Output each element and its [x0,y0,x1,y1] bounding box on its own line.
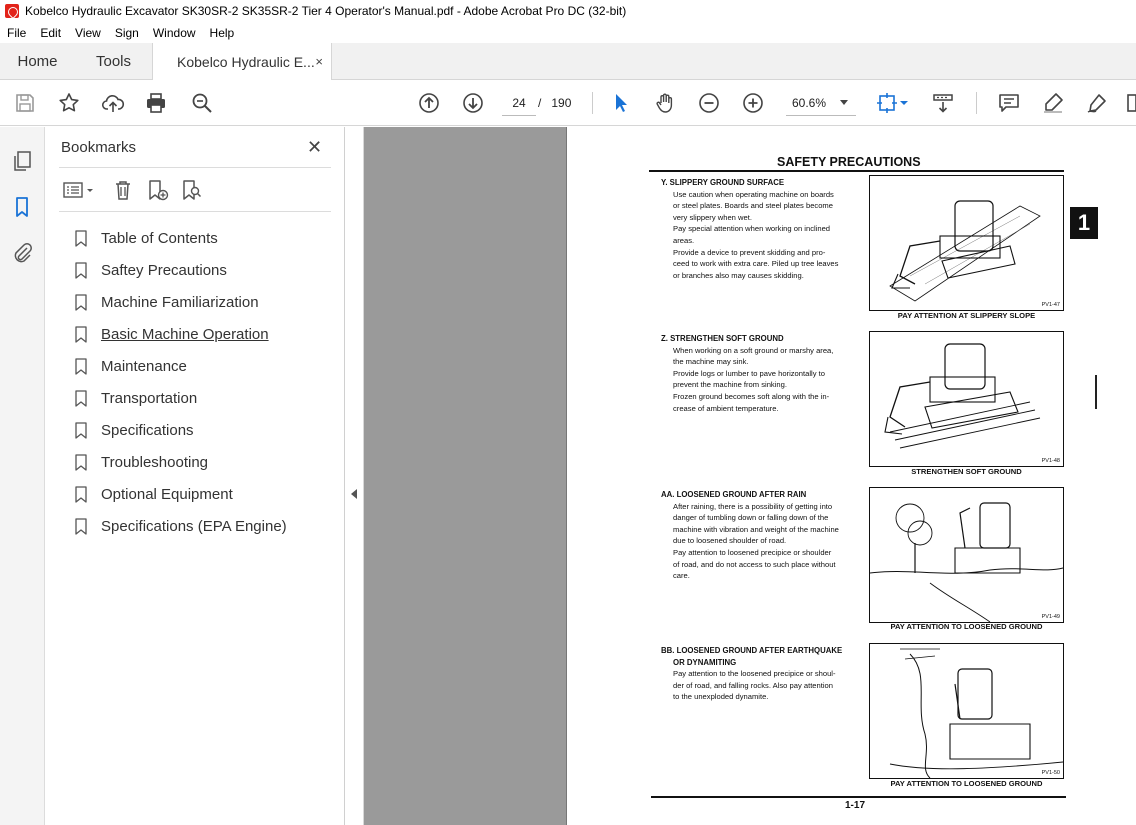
section-line: to the unexploded dynamite. [673,692,769,702]
bookmark-list [75,222,335,542]
bookmark-label: Saftey Precautions [101,261,227,279]
page-heading: SAFETY PRECAUTIONS [777,155,921,169]
hand-tool-icon[interactable] [652,90,678,116]
section-line: Provide logs or lumber to pave horizontally to [673,368,825,378]
section-line: machine with vibration and weight of the machine [673,524,839,534]
pdf-page [566,127,1136,825]
section-heading: Z. STRENGTHEN SOFT GROUND [661,334,784,343]
page-footer-number: 1-17 [845,800,866,811]
sign-pen-icon[interactable] [1084,90,1110,116]
panel-divider-2 [59,211,331,212]
section-earthquake [661,645,861,703]
bookmark-icon [75,294,87,311]
previous-page-icon[interactable] [416,90,442,116]
excavator-road-shoulder-illustration [870,488,1063,622]
total-pages: 190 [551,96,572,110]
chevron-down-icon [840,100,848,105]
zoom-in-icon[interactable] [740,90,766,116]
bookmark-icon [75,486,87,503]
bookmark-icon [75,230,87,247]
section-line: Pay special attention when working on inclined [673,224,831,234]
bookmark-item[interactable] [75,254,335,286]
star-icon[interactable] [56,90,82,116]
tab-document[interactable] [152,43,332,81]
section-line: Provide a device to prevent skidding and pro- [673,247,826,257]
figure-caption: PAY ATTENTION TO LOOSENED GROUND [890,622,1043,631]
acrobat-icon [5,4,19,18]
delete-bookmark-icon[interactable] [111,178,135,202]
figure-soft-ground [869,331,1064,467]
comment-icon[interactable] [996,90,1022,116]
bookmark-label: Table of Contents [101,229,218,247]
figure-code: PV1-48 [1041,458,1060,464]
tab-bar [0,43,1136,80]
select-cursor-icon[interactable] [608,90,634,116]
section-line: After raining, there is a possibility of getting into [673,501,833,511]
section-line: areas. [673,235,695,245]
figure-caption: PAY ATTENTION TO LOOSENED GROUND [890,779,1043,788]
section-heading: Y. SLIPPERY GROUND SURFACE [661,178,785,187]
bookmark-label: Basic Machine Operation [101,325,269,343]
bookmark-item[interactable] [75,414,335,446]
section-heading: BB. LOOSENED GROUND AFTER EARTHQUAKE [661,646,843,655]
bookmark-label: Maintenance [101,357,187,375]
figure-code: PV1-47 [1041,302,1060,308]
menu-file[interactable]: File [7,25,27,40]
section-line: due to loosened shoulder of road. [673,536,787,546]
zoom-level-value: 60.6% [792,95,827,110]
more-tools-icon[interactable] [1124,90,1136,116]
bookmark-label: Optional Equipment [101,485,233,503]
bookmark-options-icon[interactable] [61,178,97,202]
bookmark-icon [75,326,87,343]
section-line: the machine may sink. [673,357,749,367]
bookmarks-title: Bookmarks [61,139,137,156]
section-line: or branches also may causes skidding. [673,270,804,280]
tab-tools[interactable]: Tools [95,52,132,70]
menu-sign[interactable]: Sign [114,25,139,40]
page-thumbnails-icon[interactable] [10,149,34,173]
collapse-arrow-icon [351,489,357,499]
section-line: crease of ambient temperature. [673,403,779,413]
section-heading-2: OR DYNAMITING [673,657,737,667]
zoom-search-icon[interactable] [189,90,215,116]
bookmark-label: Specifications (EPA Engine) [101,517,287,535]
footer-rule [651,796,1066,798]
excavator-slope-illustration [870,176,1063,310]
zoom-level-select[interactable] [786,90,856,116]
toolbar-divider-2 [976,92,977,114]
print-icon[interactable] [143,90,169,116]
section-rain [661,489,861,582]
bookmark-item[interactable] [75,286,335,318]
tab-document-label: Kobelco Hydraulic E... [177,54,315,70]
menu-view[interactable]: View [75,25,101,40]
bookmark-label: Transportation [101,389,198,407]
section-line: Frozen ground becomes soft along with the in- [673,391,830,401]
figure-slippery-slope [869,175,1064,311]
window-title: Kobelco Hydraulic Excavator SK30SR-2 SK35SR-2 Tier 4 Operator's Manual.pdf - Adobe Acrobat Pro DC (32-bit) [25,4,627,18]
figure-code: PV1-50 [1041,770,1060,776]
scroll-mode-icon[interactable] [930,90,956,116]
section-line: very slippery when wet. [673,212,752,222]
tab-home[interactable]: Home [17,52,58,70]
bookmark-icon [75,518,87,535]
zoom-out-icon[interactable] [696,90,722,116]
title-bar [0,0,1136,22]
bookmark-icon [75,390,87,407]
bookmark-item[interactable] [75,510,335,542]
bookmark-icon [75,422,87,439]
close-panel-icon[interactable]: ✕ [307,137,323,157]
menu-bar [0,22,1136,43]
bookmark-search-icon[interactable] [179,178,203,202]
menu-help[interactable]: Help [209,25,235,40]
page-number-input[interactable]: 24 [502,90,536,116]
bookmark-item[interactable] [75,446,335,478]
add-bookmark-icon[interactable] [145,178,169,202]
document-viewport[interactable] [364,127,1136,825]
bookmark-item[interactable] [75,350,335,382]
excavator-logs-illustration [870,332,1063,466]
save-icon[interactable] [12,90,38,116]
section-line: Pay attention to loosened precipice or shoulder [673,547,832,557]
figure-code: PV1-49 [1041,614,1060,620]
bookmark-panel-icon[interactable] [10,195,34,219]
figure-caption: PAY ATTENTION AT SLIPPERY SLOPE [897,311,1036,320]
bookmark-icon [75,262,87,279]
panel-collapse-handle[interactable] [346,127,364,825]
section-soft-ground [661,333,861,414]
toolbar [0,80,1136,126]
margin-mark [1095,375,1097,409]
section-line: When working on a soft ground or marshy area, [673,345,834,355]
toolbar-divider [592,92,593,114]
bookmark-icon [75,358,87,375]
bookmark-icon [75,454,87,471]
section-line: prevent the machine from sinking. [673,380,787,390]
figure-earthquake [869,643,1064,779]
bookmark-tools [59,176,331,204]
bookmark-item-selected[interactable] [75,318,335,350]
bookmark-item[interactable] [75,222,335,254]
bookmarks-panel [45,127,345,825]
page-total [538,90,571,116]
chapter-tab: 1 [1070,207,1098,239]
close-tab-icon[interactable]: × [315,54,323,69]
section-line: Use caution when operating machine on boards [673,189,834,199]
section-line: or steel plates. Boards and steel plates become [673,201,833,211]
section-line: Pay attention to the loosened precipice or shoul- [673,669,836,679]
bookmark-label: Machine Familiarization [101,293,259,311]
page-separator: / [538,96,542,110]
bookmark-label: Specifications [101,421,194,439]
bookmark-label: Troubleshooting [101,453,209,471]
section-line: ceed to work with extra care. Piled up tree leaves [673,259,839,269]
section-line: der of road, and falling rocks. Also pay attention [673,680,833,690]
highlight-pen-icon[interactable] [1040,90,1066,116]
next-page-icon[interactable] [460,90,486,116]
section-line: of road, and do not access to such place without [673,559,836,569]
menu-edit[interactable]: Edit [40,25,62,40]
heading-rule [649,170,1064,172]
bookmark-item[interactable] [75,478,335,510]
section-slippery [661,177,861,281]
fit-dropdown-icon[interactable] [898,90,910,116]
left-rail [0,127,45,825]
panel-divider [59,167,331,168]
fit-page-icon[interactable] [874,90,900,116]
figure-caption: STRENGTHEN SOFT GROUND [911,467,1022,476]
menu-window[interactable]: Window [152,25,196,40]
excavator-falling-rocks-illustration [870,644,1063,778]
attachment-icon[interactable] [10,241,34,265]
section-line: danger of tumbling down or falling down of the [673,513,829,523]
bookmark-item[interactable] [75,382,335,414]
section-heading: AA. LOOSENED GROUND AFTER RAIN [661,490,807,499]
figure-rain [869,487,1064,623]
cloud-upload-icon[interactable] [100,90,126,116]
section-line: care. [673,571,690,581]
